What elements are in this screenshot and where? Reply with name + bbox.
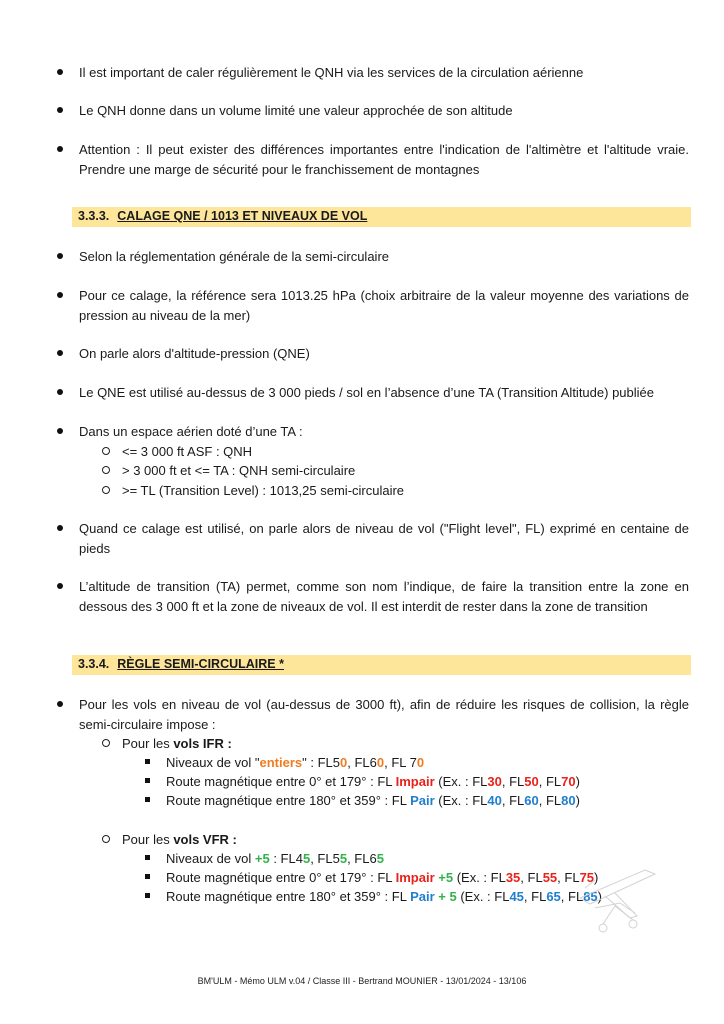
ifr-levels-text: Niveaux de vol "entiers" : FL50, FL60, FL 70 [166,755,425,770]
bullet-text: Selon la réglementation générale de la semi-circulaire [79,249,390,264]
bullet-icon [57,146,63,152]
section-heading-334 [72,655,691,675]
bullet-icon [57,583,63,589]
square-bullet-icon [145,778,150,783]
section-number: 3.3.3. [78,209,110,223]
bullet-text: Pour les vols en niveau de vol (au-dessus de 3000 ft), afin de réduire les risques de collision, la règle semi-circulaire impose : [79,697,689,732]
sub-bullet-text: >= TL (Transition Level) : 1013,25 semi-circulaire [122,483,405,498]
ifr-label: Pour les vols IFR : [122,736,232,751]
vfr-even-text: Route magnétique entre 180° et 359° : FL Pair + 5 (Ex. : FL45, FL65, FL85) [166,889,602,904]
bullet-text: Le QNE est utilisé au-dessus de 3 000 pieds / sol en l’absence d’une TA (Transition Altitude) publiée [79,385,654,400]
bullet-text: Le QNH donne dans un volume limité une valeur approchée de son altitude [79,103,513,118]
square-bullet-icon [145,855,150,860]
sub-bullet-icon [102,486,110,494]
sub-bullet-text: > 3 000 ft et <= TA : QNH semi-circulaire [122,463,356,478]
page-footer: BM'ULM - Mémo ULM v.04 / Classe III - Bertrand MOUNIER - 13/01/2024 - 13/106 [197,976,527,986]
bullet-icon [57,69,63,75]
sub-bullet-text: <= 3 000 ft ASF : QNH [122,444,253,459]
bullet-icon [57,389,63,395]
bullet-text: Pour ce calage, la référence sera 1013.25 hPa (choix arbitraire de la valeur moyenne des variations de pression au niveau de la mer) [79,288,689,323]
section-heading-333 [72,207,691,227]
square-bullet-icon [145,759,150,764]
bullet-text: Quand ce calage est utilisé, on parle alors de niveau de vol ("Flight level", FL) exprimé en centaine de pieds [79,521,689,556]
bullet-text: Dans un espace aérien doté d’une TA : [79,424,303,439]
square-bullet-icon [145,797,150,802]
sub-bullet-icon [102,466,110,474]
vfr-label: Pour les vols VFR : [122,832,237,847]
ifr-even-text: Route magnétique entre 180° et 359° : FL Pair (Ex. : FL40, FL60, FL80) [166,793,580,808]
square-bullet-icon [145,893,150,898]
bullet-icon [57,525,63,531]
bullet-text: L’altitude de transition (TA) permet, comme son nom l’indique, de faire la transition entre la zone en dessous des 3 000 ft et la zone de niveaux de vol. Il est interdit de rester dans la zone de transition [79,579,689,614]
bullet-text: Attention : Il peut exister des différences importantes entre l'indication de l'altimètre et l'altitude vraie. Prendre une marge de sécurité pour le franchissement de montagnes [79,142,689,177]
section-number: 3.3.4. [78,657,110,671]
bullet-icon [57,428,63,434]
section-title: CALAGE QNE / 1013 ET NIVEAUX DE VOL [117,209,368,223]
bullet-icon [57,701,63,707]
sub-bullet-icon [102,835,110,843]
ultralight-plane-icon [575,858,660,938]
bullet-text: On parle alors d'altitude-pression (QNE) [79,346,310,361]
vfr-levels-text: Niveaux de vol +5 : FL45, FL55, FL65 [166,851,384,866]
ifr-odd-text: Route magnétique entre 0° et 179° : FL Impair (Ex. : FL30, FL50, FL70) [166,774,580,789]
bullet-icon [57,107,63,113]
bullet-text: Il est important de caler régulièrement le QNH via les services de la circulation aérienne [79,65,584,80]
vfr-odd-text: Route magnétique entre 0° et 179° : FL Impair +5 (Ex. : FL35, FL55, FL75) [166,870,599,885]
sub-bullet-icon [102,739,110,747]
bullet-icon [57,350,63,356]
section-title: RÈGLE SEMI-CIRCULAIRE * [117,657,284,671]
bullet-icon [57,292,63,298]
sub-bullet-icon [102,447,110,455]
bullet-icon [57,253,63,259]
square-bullet-icon [145,874,150,879]
